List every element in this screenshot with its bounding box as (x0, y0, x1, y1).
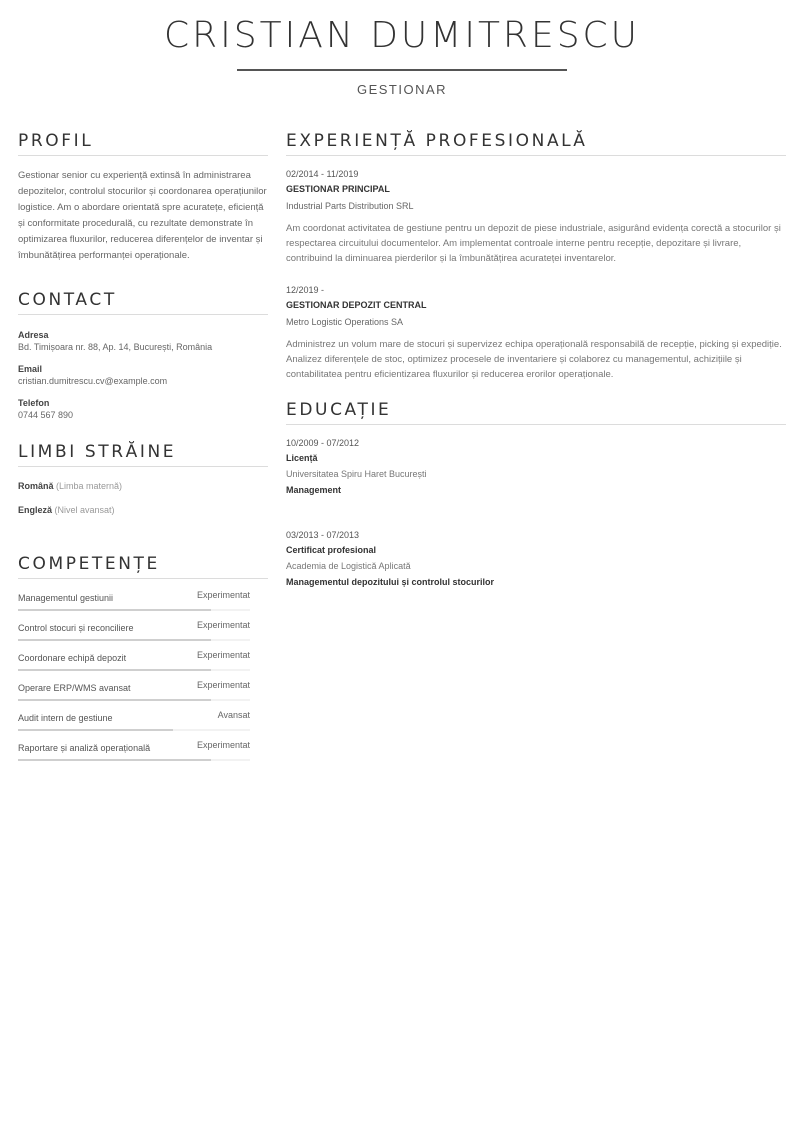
contact-email (18, 363, 268, 387)
entry-date: 03/2013 - 07/2013 (286, 530, 360, 540)
email-value[interactable]: cristian.dumitrescu.cv@example.com (18, 376, 168, 386)
profile-section (18, 130, 268, 264)
languages-heading: LIMBI STRĂINE (18, 441, 268, 467)
skill-level: Avansat (217, 710, 250, 720)
skill-bar (18, 699, 250, 701)
skill-item (18, 675, 268, 705)
language-item (18, 504, 268, 516)
language-level: (Nivel avansat) (54, 505, 115, 515)
entry-title: GESTIONAR PRINCIPAL (286, 184, 390, 194)
entry-date: 02/2014 - 11/2019 (286, 169, 359, 179)
skill-bar-fill (18, 669, 211, 671)
language-name: Engleză (18, 505, 53, 515)
skill-name: Coordonare echipă depozit (18, 653, 127, 663)
skills-section (18, 553, 268, 765)
skill-bar (18, 729, 250, 731)
skill-name: Managementul gestiunii (18, 593, 114, 603)
entry-degree: Certificat profesional (286, 545, 377, 555)
skill-name: Raportare și analiză operațională (18, 743, 151, 753)
experience-section (286, 130, 786, 382)
language-item (18, 480, 268, 492)
header-divider (237, 69, 567, 71)
address-value: Bd. Timișoara nr. 88, Ap. 14, București, România (18, 342, 213, 352)
phone-value: 0744 567 890 (18, 410, 74, 420)
language-name: Română (18, 481, 54, 491)
languages-section (18, 441, 268, 516)
profile-text: Gestionar senior cu experiență extinsă în administrarea depozitelor, controlul stocurilor și coordonarea operațiunilor logistice. Am o abordare orientată spre acuratețe, eficiență și conformitate procedurală, cu rezultate demonstrate în optimizarea fluxurilor, reducerea diferențelor de inventar și îmbunătățirea performanței operaționale. (18, 170, 267, 261)
profile-heading: PROFIL (18, 130, 268, 156)
education-heading: EDUCAȚIE (286, 399, 786, 425)
skill-item (18, 705, 268, 735)
skill-bar-fill (18, 759, 211, 761)
skill-name: Control stocuri și reconciliere (18, 623, 134, 633)
contact-list (18, 329, 268, 421)
contact-label: Telefon (18, 398, 50, 408)
skill-item (18, 615, 268, 645)
experience-heading: EXPERIENȚĂ PROFESIONALĂ (286, 130, 786, 156)
experience-entry (286, 168, 786, 266)
education-entry (286, 437, 786, 496)
skill-bar (18, 669, 250, 671)
contact-section (18, 289, 268, 421)
skill-bar (18, 759, 250, 761)
skills-heading: COMPETENȚE (18, 553, 268, 579)
contact-heading: CONTACT (18, 289, 268, 315)
language-level: (Limba maternă) (56, 481, 123, 491)
skill-name: Operare ERP/WMS avansat (18, 683, 131, 693)
entry-field: Managementul depozitului și controlul stocurilor (286, 577, 495, 587)
candidate-name: CRISTIAN DUMITRESCU (163, 15, 641, 56)
skill-item (18, 735, 268, 765)
skill-level: Experimentat (196, 620, 250, 630)
entry-school: Universitatea Spiru Haret București (286, 469, 427, 479)
entry-field: Management (286, 485, 342, 495)
left-column (18, 130, 268, 765)
contact-label: Adresa (18, 330, 49, 340)
entry-school: Academia de Logistică Aplicată (286, 561, 411, 571)
entry-description: Administrez un volum mare de stocuri și supervizez echipa operațională responsabilă de recepție, picking și expediție. Analizez diferențele de stoc, optimizez procesele de inventariere și colaborez cu managementul, achizițiile și contabilitatea pentru eficientizarea fluxurilor și reducerea erorilor operaționale. (286, 339, 782, 380)
education-section (286, 399, 786, 588)
contact-phone (18, 397, 268, 421)
skill-bar-fill (18, 609, 211, 611)
entry-title: GESTIONAR DEPOZIT CENTRAL (286, 300, 427, 310)
skill-level: Experimentat (196, 590, 250, 600)
skill-level: Experimentat (196, 740, 250, 750)
skill-bar (18, 639, 250, 641)
resume-header (0, 14, 804, 97)
skill-name: Audit intern de gestiune (18, 713, 113, 723)
right-column (286, 130, 786, 588)
skill-item (18, 645, 268, 675)
contact-label: Email (18, 364, 43, 374)
skill-item (18, 585, 268, 615)
entry-date: 10/2009 - 07/2012 (286, 438, 360, 448)
contact-address (18, 329, 268, 353)
skills-list (18, 585, 268, 765)
experience-entry (286, 284, 786, 382)
education-entry (286, 529, 786, 588)
entry-degree: Licență (286, 453, 318, 463)
skill-level: Experimentat (196, 680, 250, 690)
skill-level: Experimentat (196, 650, 250, 660)
skill-bar-fill (18, 639, 211, 641)
skill-bar-fill (18, 699, 211, 701)
entry-description: Am coordonat activitatea de gestiune pentru un depozit de piese industriale, asigurând evidența corectă a stocurilor și respectarea circuitului documentelor. Am implementat controale interne pentru recepție, depozitare și livrare, contribuind la diminuarea pierderilor și la îmbunătățirea acurateței inventarelor. (286, 223, 781, 264)
candidate-role: GESTIONAR (356, 82, 448, 97)
skill-bar (18, 609, 250, 611)
entry-date: 12/2019 - (286, 285, 325, 295)
skill-bar-fill (18, 729, 173, 731)
entry-company: Metro Logistic Operations SA (286, 317, 404, 327)
entry-company: Industrial Parts Distribution SRL (286, 201, 414, 211)
